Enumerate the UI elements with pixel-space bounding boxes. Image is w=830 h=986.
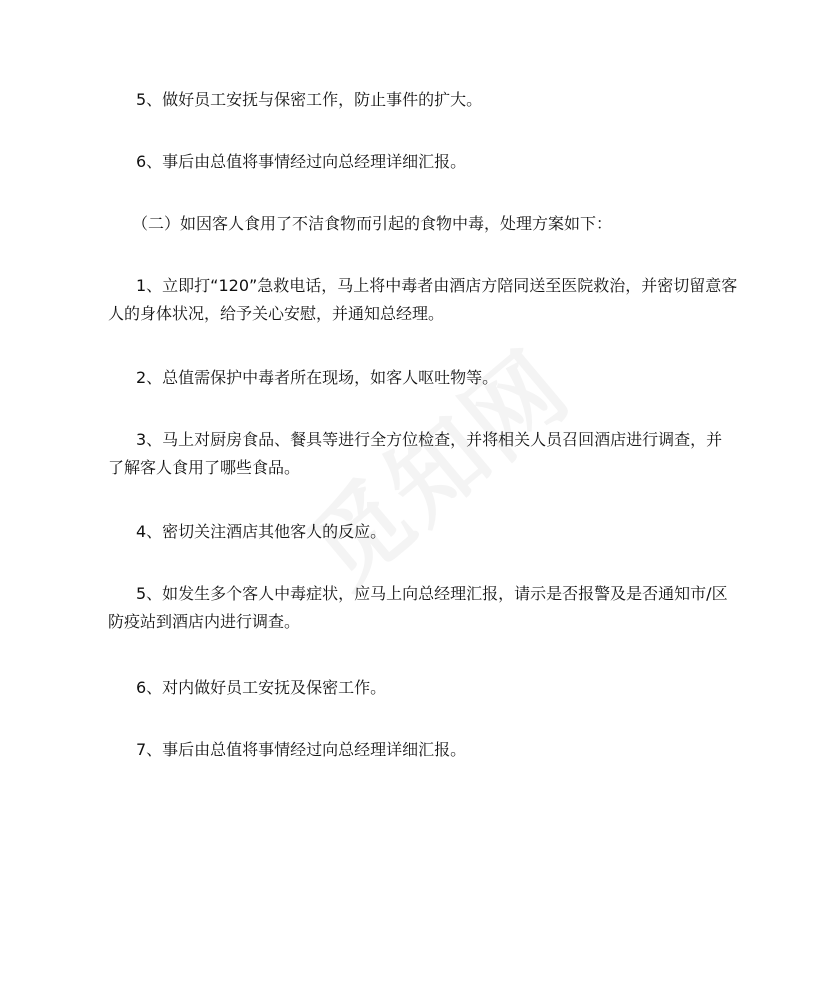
- paragraph-item-7: 7、事后由总值将事情经过向总经理详细汇报。: [136, 740, 467, 759]
- paragraph-item-2: 2、总值需保护中毒者所在现场，如客人呕吐物等。: [136, 368, 499, 387]
- paragraph-item-3: 3、马上对厨房食品、餐具等进行全方位检查，并将相关人员召回酒店进行调查，并了解客人食用了哪些食品。: [108, 430, 723, 477]
- section-heading-2: （二）如因客人食用了不洁食物而引起的食物中毒，处理方案如下：: [132, 214, 613, 233]
- paragraph-item-1: 1、立即打“120”急救电话，马上将中毒者由酒店方陪同送至医院救治，并密切留意客人的身体状况，给予关心安慰，并通知总经理。: [108, 276, 738, 323]
- paragraph-item-6b: 6、对内做好员工安抚及保密工作。: [136, 678, 387, 697]
- paragraph-item-5b: 5、如发生多个客人中毒症状，应马上向总经理汇报，请示是否报警及是否通知市/区防疫站到酒店内进行调查。: [108, 584, 728, 631]
- paragraph-item-6a: 6、事后由总值将事情经过向总经理详细汇报。: [136, 152, 467, 171]
- paragraph-item-4: 4、密切关注酒店其他客人的反应。: [136, 522, 387, 541]
- paragraph-item-5a: 5、做好员工安抚与保密工作，防止事件的扩大。: [136, 90, 483, 109]
